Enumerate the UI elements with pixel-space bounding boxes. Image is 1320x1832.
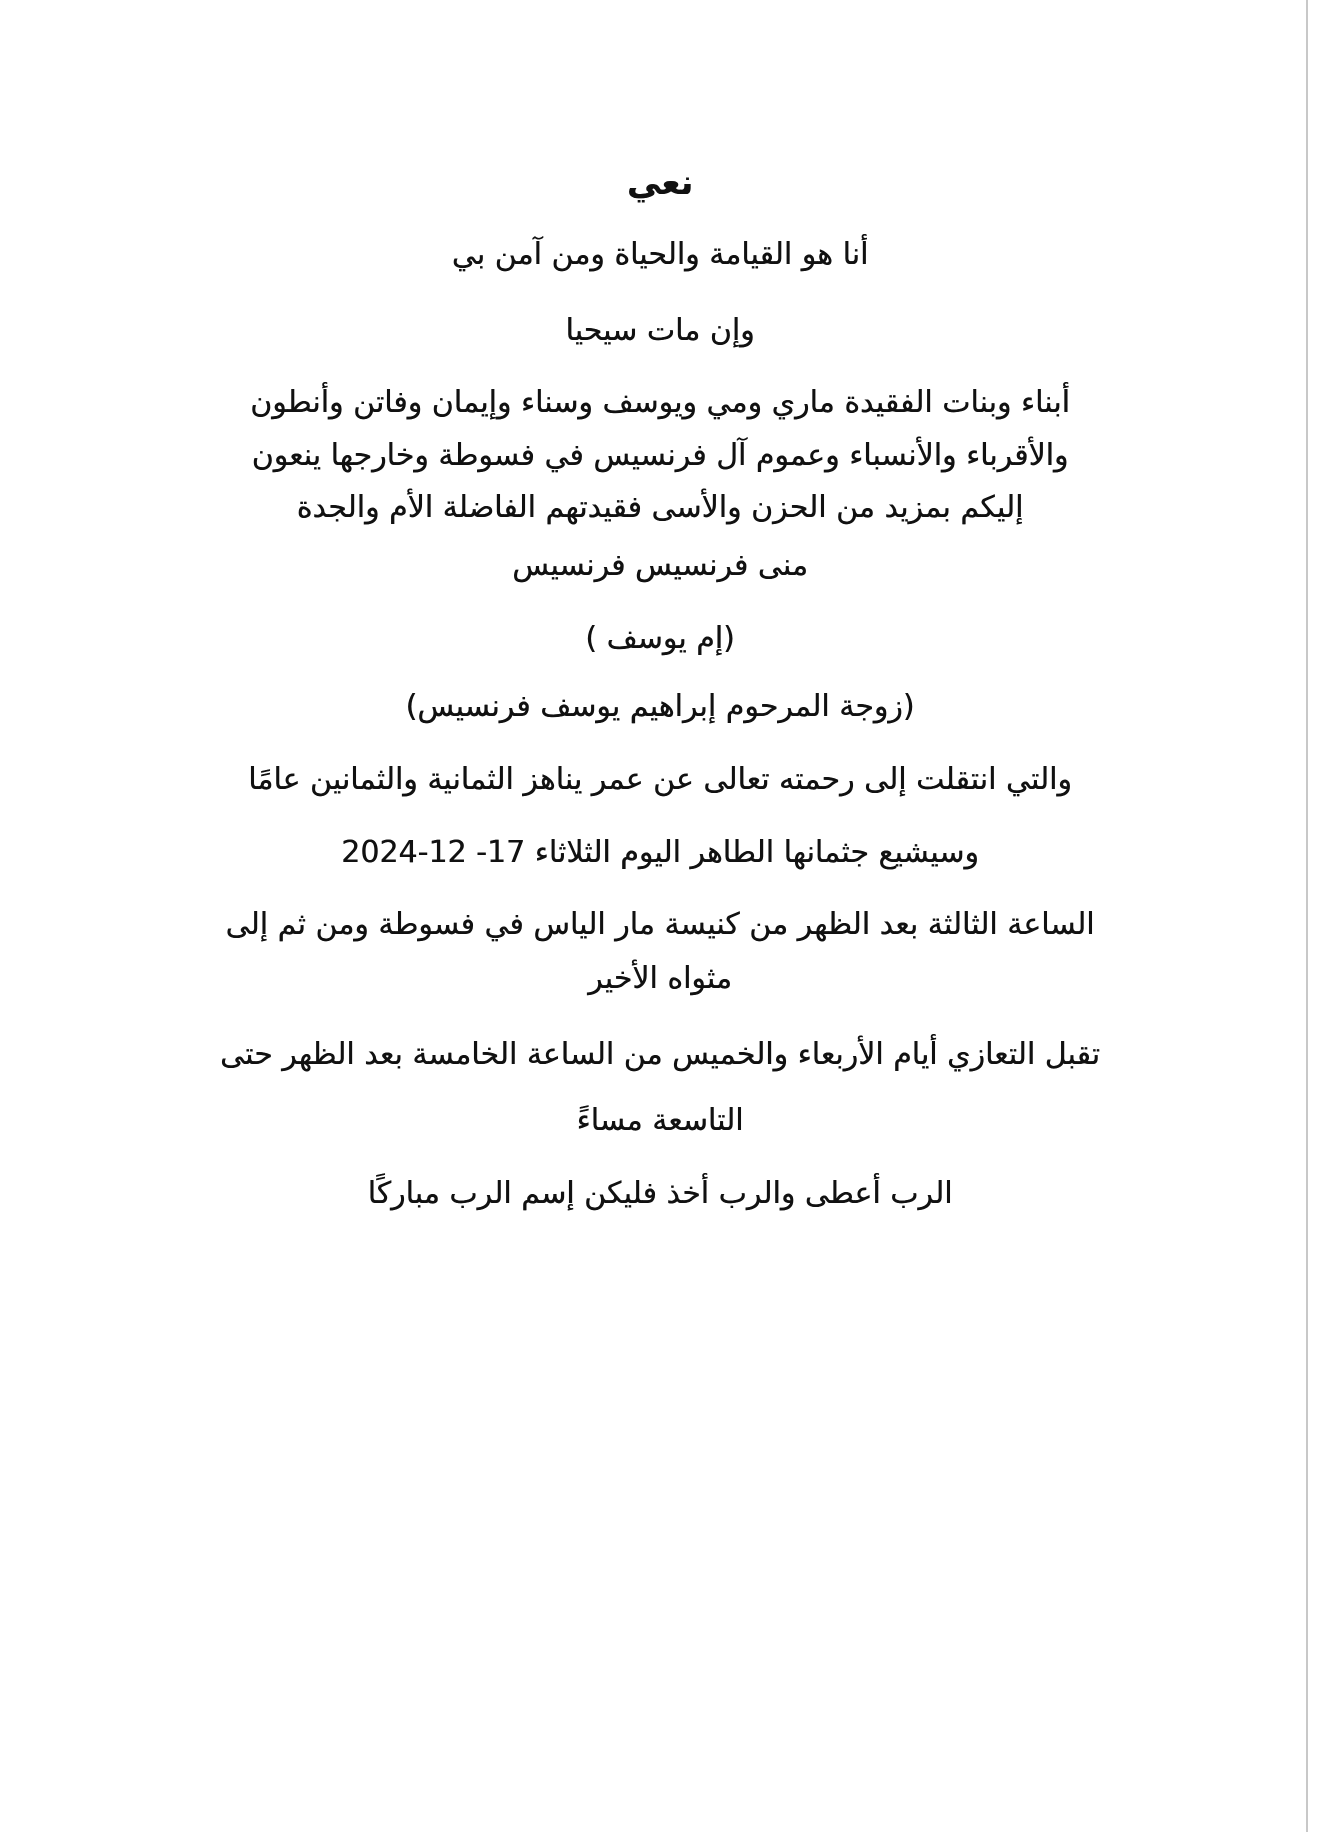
announcement-line: أبناء وبنات الفقيدة ماري ومي ويوسف وسناء وإيمان وفاتن وأنطون [250,385,1070,420]
condolence-line: تقبل التعازي أيام الأربعاء والخميس من الساعة الخامسة بعد الظهر حتى [220,1037,1100,1072]
verse-line-2: وإن مات سيحيا [565,313,755,348]
closing-verse: الرب أعطى والرب أخذ فليكن إسم الرب مباركًا [367,1176,953,1211]
funeral-place-line: مثواه الأخير [588,961,732,996]
age-line: والتي انتقلت إلى رحمته تعالى عن عمر يناهز الثمانية والثمانين عامًا [248,762,1072,797]
spouse-line: (زوجة المرحوم إبراهيم يوسف فرنسيس) [405,689,915,724]
funeral-place-line: الساعة الثالثة بعد الظهر من كنيسة مار الياس في فسوطة ومن ثم إلى [225,907,1095,942]
verse-line-1: أنا هو القيامة والحياة ومن آمن بي [451,237,869,272]
page-edge-divider [1306,0,1308,1832]
nickname: (إم يوسف ) [585,621,735,656]
condolence-line: التاسعة مساءً [576,1103,744,1138]
announcement-line: والأقرباء والأنسباء وعموم آل فرنسيس في فسوطة وخارجها ينعون [251,438,1069,473]
deceased-name: منى فرنسيس فرنسيس [512,548,808,583]
funeral-date-line: وسيشيع جثمانها الطاهر اليوم الثلاثاء 17- 12-2024 [341,835,979,870]
announcement-line: إليكم بمزيد من الحزن والأسى فقيدتهم الفاضلة الأم والجدة [296,490,1024,525]
document-title: نعي [626,163,694,203]
